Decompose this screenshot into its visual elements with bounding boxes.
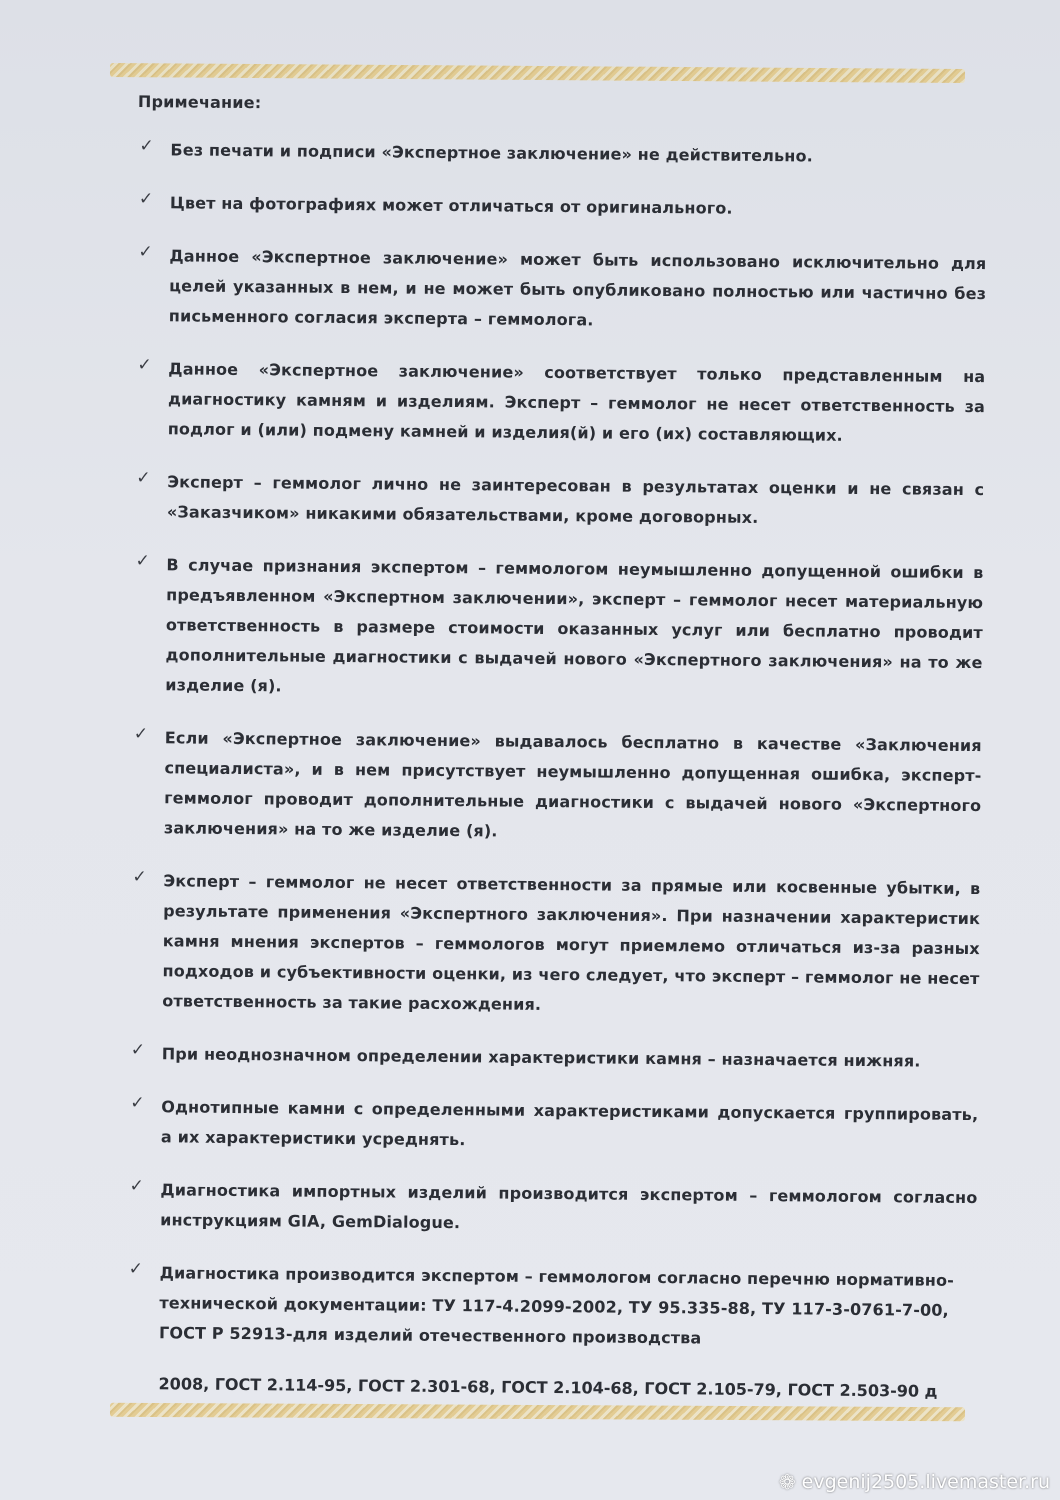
note-item-1	[137, 135, 987, 173]
check-icon: ✓	[130, 1039, 146, 1061]
note-text: Данное «Экспертное заключение» соответствует только представленным на диагностику камням и изделиям. Эксперт – геммолог не несет ответственность за подлог и (или) подмену камней и изделия(й) и его (их) составляющих.	[167, 359, 986, 445]
note-text: При неоднозначном определении характеристики камня – назначается нижняя.	[161, 1044, 921, 1071]
check-icon: ✓	[136, 468, 151, 489]
note-text: Диагностика импортных изделий производится экспертом – геммологом согласно инструкциям GIA, GemDialogue.	[160, 1180, 978, 1233]
note-item-5	[134, 467, 985, 535]
note-item-3	[136, 241, 987, 339]
check-icon: ✓	[135, 550, 150, 572]
note-item-9	[129, 1039, 979, 1077]
note-item-11	[127, 1175, 978, 1243]
check-icon: ✓	[137, 355, 152, 376]
check-icon: ✓	[138, 242, 153, 263]
check-icon: ✓	[130, 1092, 145, 1114]
note-title: Примечание:	[137, 92, 262, 113]
note-text: Эксперт – геммолог не несет ответственности за прямые или косвенные убытки, в результате применения «Экспертного заключения». При назначении характеристик камня мнения экспертов – геммологов могут приемлемо отличаться из-за разных подходов и субъективности оценки, из чего следует, что эксперт – геммолог не несет ответственность за такие расхождения.	[162, 871, 981, 1014]
note-text: В случае признания экспертом – геммологом неумышленно допущенной ошибки в предъявленном «Экспертном заключении», эксперт – геммолог несет материальную ответственность в размере стоимости оказанных услуг или бесплатно проводит дополнительные диагностики с выдачей нового «Экспертного заключения» на то же изделие (я).	[165, 555, 984, 696]
note-text: Без печати и подписи «Экспертное заключение» не действительно.	[170, 140, 814, 166]
watermark-text: evgenij2505.livemaster.ru	[801, 1471, 1050, 1493]
notes-content	[125, 92, 988, 1407]
check-icon: ✓	[139, 136, 154, 157]
note-item-7	[131, 723, 982, 851]
flower-icon: ❁	[778, 1470, 796, 1494]
watermark	[779, 1470, 1050, 1494]
note-item-6	[132, 550, 983, 708]
check-icon: ✓	[129, 1175, 144, 1197]
standards-continuation: 2008, ГОСТ 2.114-95, ГОСТ 2.301-68, ГОСТ 2.104-68, ГОСТ 2.105-79, ГОСТ 2.503-90 д	[158, 1374, 938, 1401]
check-icon: ✓	[138, 189, 154, 210]
note-text: Эксперт – геммолог лично не заинтересован в результатах оценки и не связан с «Заказчиком» никакими обязательствами, кроме договорных.	[166, 472, 985, 527]
note-item-8	[129, 866, 980, 1024]
note-item-12	[126, 1258, 977, 1356]
check-icon: ✓	[133, 723, 149, 745]
decorative-border-top	[110, 63, 965, 83]
note-text: Диагностика производится экспертом – геммологом согласно перечню нормативно-технической документации: ТУ 117-4.2099-2002, ТУ 95.335-88, ТУ 117-3-0761-7-00, ГОСТ Р 52913-для изделий отечественного производства	[158, 1263, 955, 1348]
note-item-2	[137, 188, 987, 226]
note-item-4	[135, 354, 986, 452]
note-text: Данное «Экспертное заключение» может быть использовано исключительно для целей указанных в нем, и не может быть опубликовано полностью или частично без письменного согласия эксперта – геммолога.	[168, 246, 987, 330]
check-icon: ✓	[128, 1258, 144, 1280]
note-text: Цвет на фотографиях может отличаться от оригинального.	[169, 193, 733, 218]
note-item-10	[128, 1092, 979, 1160]
note-text: Однотипные камни с определенными характеристиками допускается группировать, а их характеристики усреднять.	[160, 1097, 979, 1150]
check-icon: ✓	[132, 866, 147, 888]
note-text: Если «Экспертное заключение» выдавалось бесплатно в качестве «Заключения специалиста», и в нем присутствует неумышленно допущенная ошибка, эксперт-геммолог проводит дополнительные диагностики с выдачей нового «Экспертного заключения» на то же изделие (я).	[163, 728, 982, 841]
